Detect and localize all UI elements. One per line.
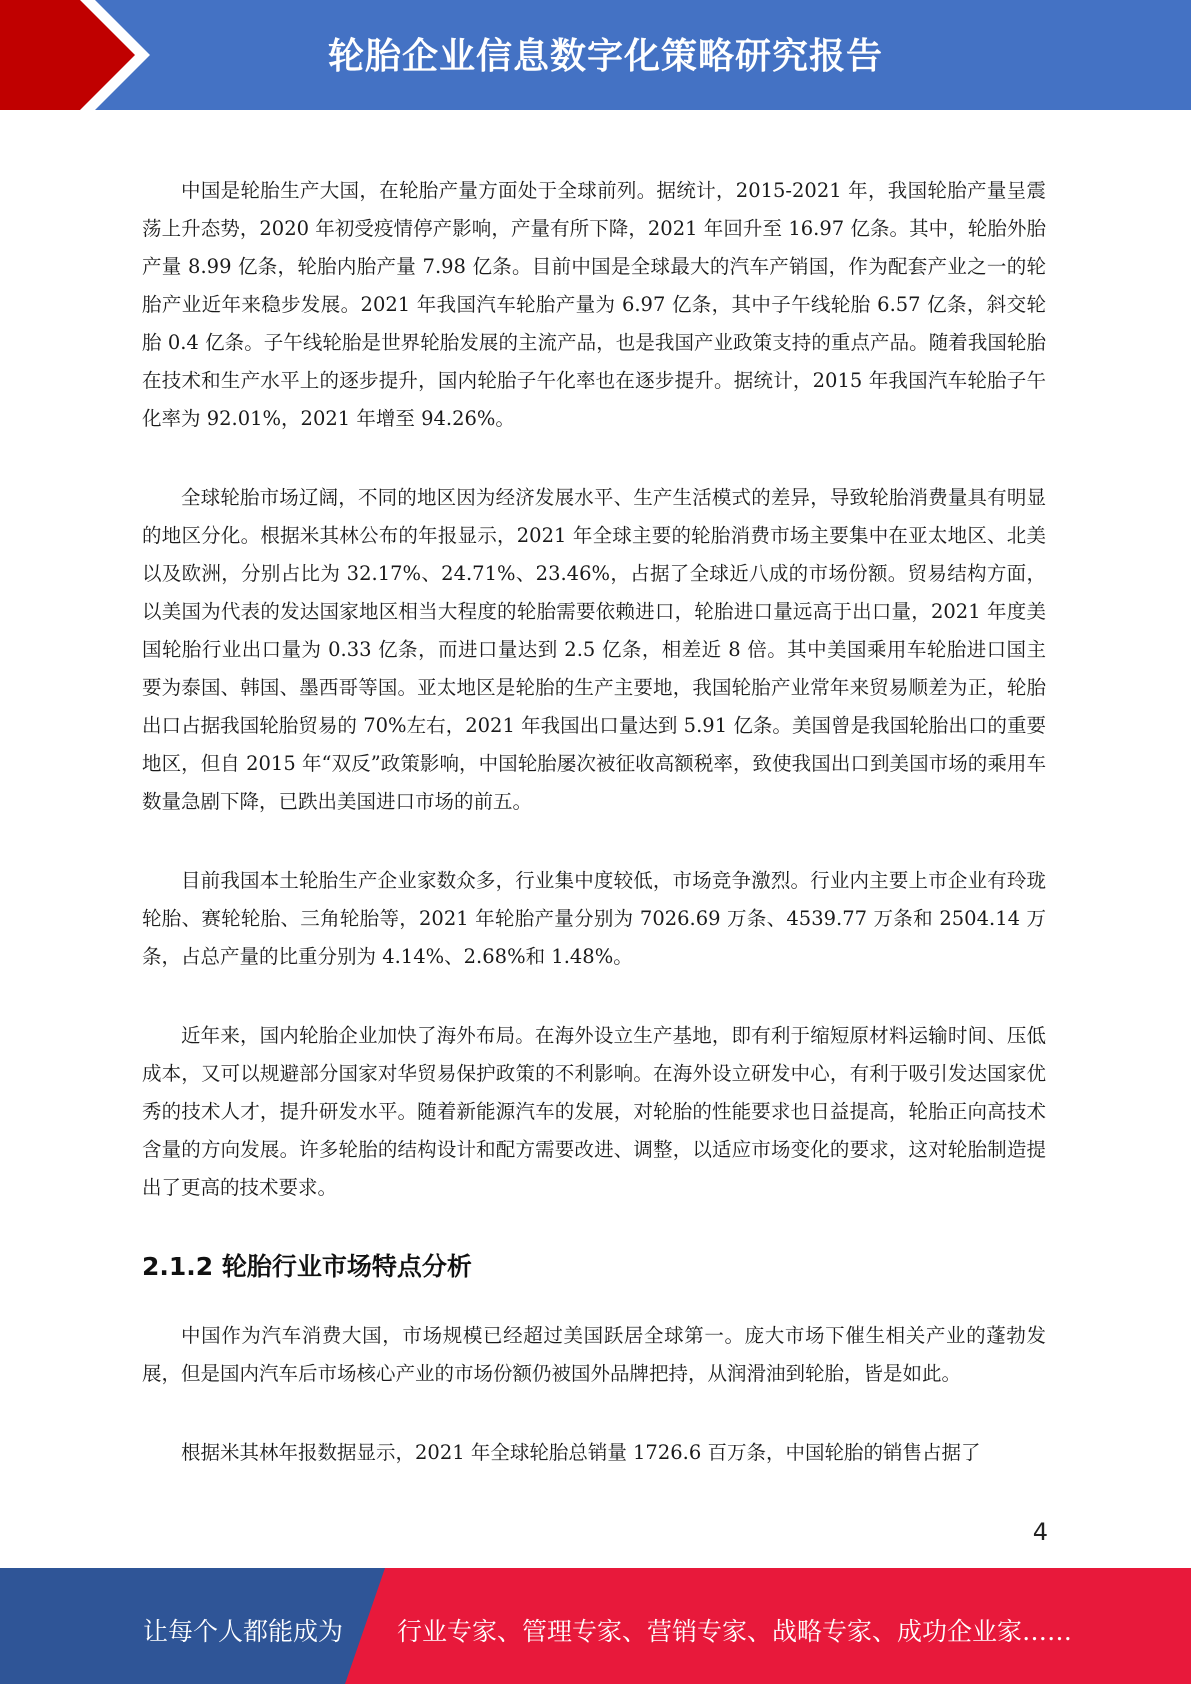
- body-paragraph-2: 全球轮胎市场辽阔，不同的地区因为经济发展水平、生产生活模式的差异，导致轮胎消费量具有明显的地区分化。根据米其林公布的年报显示，2021 年全球主要的轮胎消费市场主要集中在亚太地区、北美以及欧洲，分别占比为 32.17%、24.71%、23.46%，占据了全球近八成的市场份额。贸易结构方面，以美国为代表的发达国家地区相当大程度的轮胎需要依赖进口，轮胎进口量远高于出口量，2021 年度美国轮胎行业出口量为 0.33 亿条，而进口量达到 2.5 亿条，相差近 8 倍。其中美国乘用车轮胎进口国主要为泰国、韩国、墨西哥等国。亚太地区是轮胎的生产主要地，我国轮胎产业常年来贸易顺差为正，轮胎出口占据我国轮胎贸易的 70%左右，2021 年我国出口量达到 5.91 亿条。美国曾是我国轮胎出口的重要地区，但自 2015 年“双反”政策影响，中国轮胎屡次被征收高额税率，致使我国出口到美国市场的乘用车数量急剧下降，已跌出美国进口市场的前五。: [142, 486, 1046, 813]
- body-paragraph-5: 中国作为汽车消费大国，市场规模已经超过美国跃居全球第一。庞大市场下催生相关产业的蓬勃发展，但是国内汽车后市场核心产业的市场份额仍被国外品牌把持，从润滑油到轮胎，皆是如此。: [142, 1324, 1046, 1385]
- body-paragraph-1: 中国是轮胎生产大国，在轮胎产量方面处于全球前列。据统计，2015-2021 年，我国轮胎产量呈震荡上升态势，2020 年初受疫情停产影响，产量有所下降，2021 年回升至 16.97 亿条。其中，轮胎外胎产量 8.99 亿条，轮胎内胎产量 7.98 亿条。目前中国是全球最大的汽车产销国，作为配套产业之一的轮胎产业近年来稳步发展。2021 年我国汽车轮胎产量为 6.97 亿条，其中子午线轮胎 6.57 亿条，斜交轮胎 0.4 亿条。子午线轮胎是世界轮胎发展的主流产品，也是我国产业政策支持的重点产品。随着我国轮胎在技术和生产水平上的逐步提升，国内轮胎子午化率也在逐步提升。据统计，2015 年我国汽车轮胎子午化率为 92.01%，2021 年增至 94.26%。: [142, 179, 1046, 430]
- section-heading: 2.1.2 轮胎行业市场特点分析: [142, 1252, 472, 1281]
- footer-slogan-left: 让每个人都能成为: [143, 1617, 344, 1646]
- document-body: [142, 172, 1046, 1513]
- page-footer: [0, 1568, 1191, 1684]
- body-paragraph-3: 目前我国本土轮胎生产企业家数众多，行业集中度较低，市场竞争激烈。行业内主要上市企业有玲珑轮胎、赛轮轮胎、三角轮胎等，2021 年轮胎产量分别为 7026.69 万条、4539.77 万条和 2504.14 万条，占总产量的比重分别为 4.14%、2.68%和 1.48%。: [142, 869, 1046, 968]
- body-paragraph-6: 根据米其林年报数据显示，2021 年全球轮胎总销量 1726.6 百万条，中国轮胎的销售占据了: [181, 1441, 981, 1464]
- page-number: 4: [1032, 1518, 1048, 1546]
- body-paragraph-4: 近年来，国内轮胎企业加快了海外布局。在海外设立生产基地，即有利于缩短原材料运输时间、压低成本，又可以规避部分国家对华贸易保护政策的不利影响。在海外设立研发中心，有利于吸引发达国家优秀的技术人才，提升研发水平。随着新能源汽车的发展，对轮胎的性能要求也日益提高，轮胎正向高技术含量的方向发展。许多轮胎的结构设计和配方需要改进、调整，以适应市场变化的要求，这对轮胎制造提出了更高的技术要求。: [142, 1024, 1046, 1199]
- page-header: [0, 0, 1191, 110]
- report-title: 轮胎企业信息数字化策略研究报告: [327, 36, 883, 77]
- footer-slogan-right: 行业专家、管理专家、营销专家、战略专家、成功企业家……: [397, 1617, 1073, 1646]
